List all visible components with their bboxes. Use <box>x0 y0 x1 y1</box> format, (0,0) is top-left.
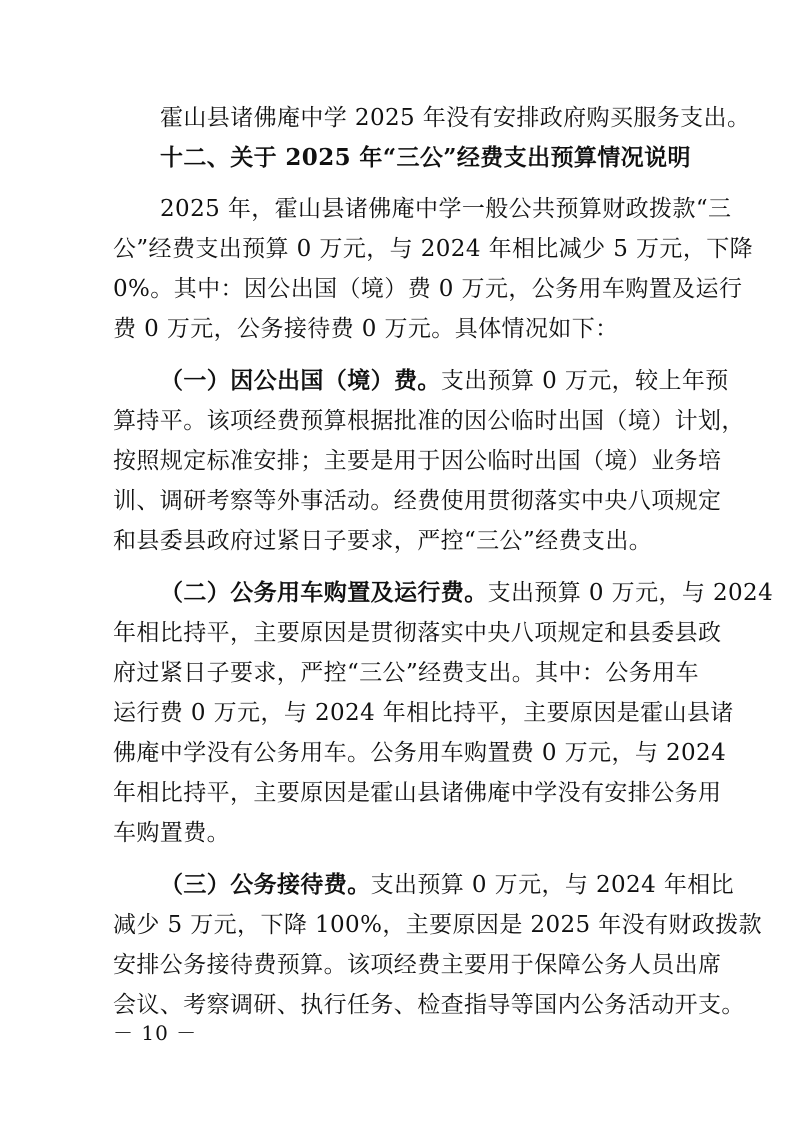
paragraph-line <box>160 870 734 900</box>
subheading: （二）公务用车购置及运行费。 <box>160 579 488 606</box>
text-line: 年相比持平，主要原因是霍山县诸佛庵中学没有安排公务用 <box>113 780 722 806</box>
paragraph-line <box>160 578 773 608</box>
text-line: 2025 年，霍山县诸佛庵中学一般公共预算财政拨款“三 <box>160 196 732 222</box>
subheading: （一）因公出国（境）费。 <box>160 367 441 394</box>
text-line: 佛庵中学没有公务用车。公务用车购置费 0 万元，与 2024 <box>113 740 727 766</box>
text-line: 安排公务接待费预算。该项经费主要用于保障公务人员出席 <box>113 952 722 978</box>
page-number: － 10 － <box>113 1021 198 1045</box>
text-span: 支出预算 0 万元，与 2024 <box>487 580 774 606</box>
text-line: 会议、考察调研、执行任务、检查指导等国内公务活动开支。 <box>113 992 745 1018</box>
text-line: 费 0 万元，公务接待费 0 万元。具体情况如下： <box>113 316 619 342</box>
text-line: 年相比持平，主要原因是贯彻落实中央八项规定和县委县政 <box>113 620 722 646</box>
text-line: 减少 5 万元，下降 100%，主要原因是 2025 年没有财政拨款 <box>113 912 763 938</box>
text-line: 算持平。该项经费预算根据批准的因公临时出国（境）计划， <box>113 408 745 434</box>
text-line: 公”经费支出预算 0 万元，与 2024 年相比减少 5 万元，下降 <box>113 236 754 262</box>
text-line: 和县委县政府过紧日子要求，严控“三公”经费支出。 <box>113 528 653 554</box>
text-line: 训、调研考察等外事活动。经费使用贯彻落实中央八项规定 <box>113 488 722 514</box>
section-heading: 十二、关于 2025 年“三公”经费支出预算情况说明 <box>160 144 691 171</box>
text-line: 车购置费。 <box>113 820 230 846</box>
text-span: 支出预算 0 万元，与 2024 年相比 <box>370 872 735 898</box>
text-line: 0%。其中：因公出国（境）费 0 万元，公务用车购置及运行 <box>113 276 743 302</box>
text-line: 府过紧日子要求，严控“三公”经费支出。其中：公务用车 <box>113 660 699 686</box>
subheading: （三）公务接待费。 <box>160 871 371 898</box>
text-line: 按照规定标准安排；主要是用于因公临时出国（境）业务培 <box>113 448 722 474</box>
text-line: 霍山县诸佛庵中学 2025 年没有安排政府购买服务支出。 <box>160 105 751 131</box>
text-line: 运行费 0 万元，与 2024 年相比持平，主要原因是霍山县诸 <box>113 700 734 726</box>
text-span: 支出预算 0 万元，较上年预 <box>440 368 729 394</box>
paragraph-line <box>160 366 729 396</box>
